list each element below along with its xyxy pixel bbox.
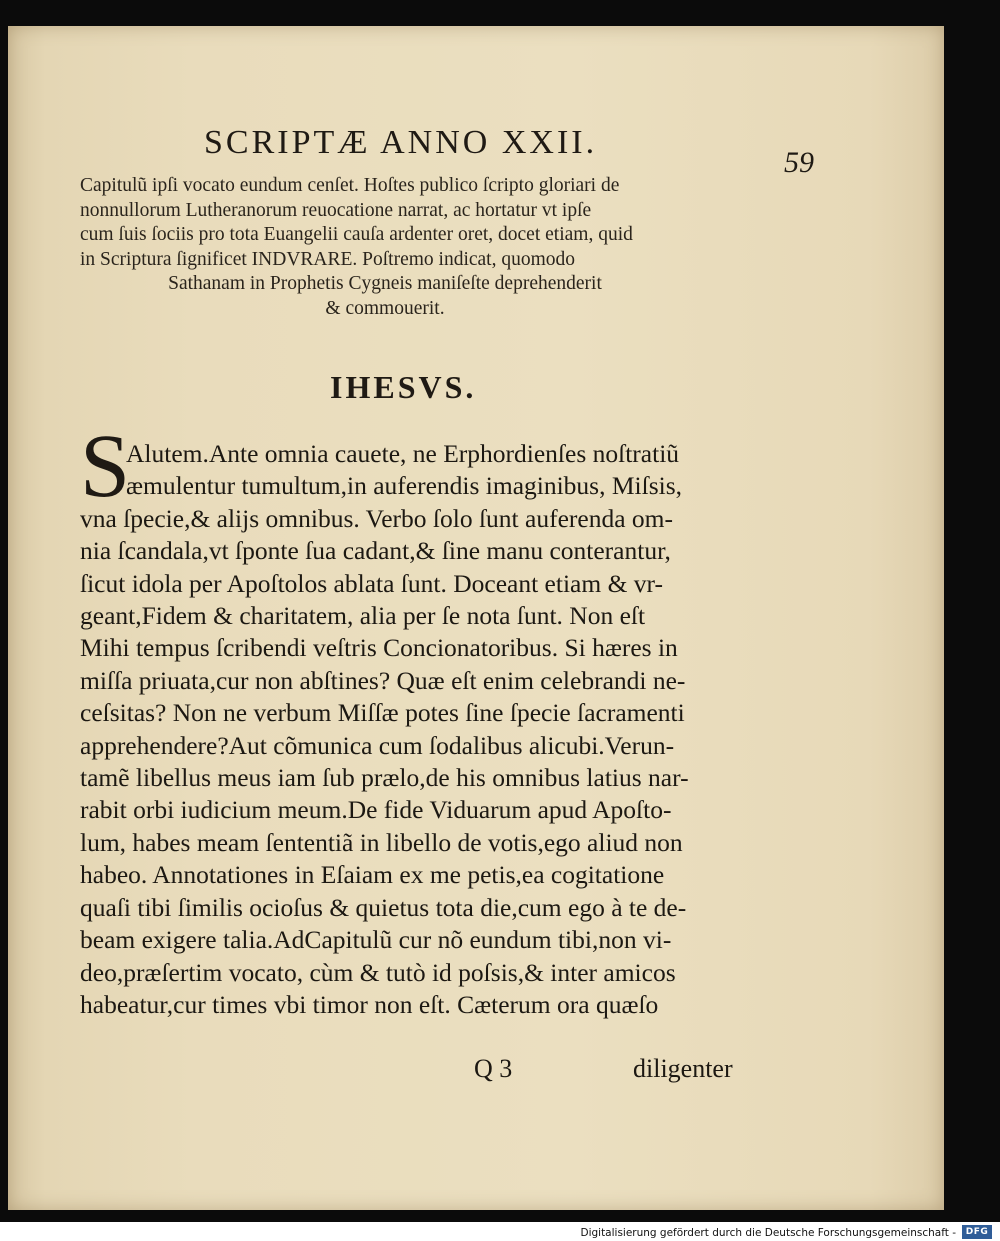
book-page: [8, 26, 944, 1210]
section-heading: IHESVS.: [330, 369, 477, 405]
summary-line: in Scriptura ſignificet INDVRARE. Poſtremo indicat, quomodo: [80, 248, 576, 270]
body-line: nia ſcandala,vt ſponte ſua cadant,& ſine manu conterantur,: [80, 536, 671, 566]
drop-cap: S: [80, 417, 131, 516]
body-line: tamẽ libellus meus iam ſub prælo,de his omnibus latius nar-: [80, 763, 689, 793]
body-line: Mihi tempus ſcribendi veſtris Concionatoribus. Si hæres in: [80, 633, 678, 663]
summary-line: Sathanam in Prophetis Cygneis maniſeſte deprehenderit: [168, 273, 602, 294]
chapter-summary: [80, 174, 760, 321]
body-line: apprehendere?Aut cõmunica cum ſodalibus alicubi.Verun-: [80, 730, 675, 760]
running-head: SCRIPTÆ ANNO XXII.: [204, 124, 598, 161]
signature-mark: Q 3: [474, 1054, 513, 1083]
summary-line: & commouerit.: [325, 297, 445, 319]
digitization-credit: Digitalisierung gefördert durch die Deutsche Forschungsgemeinschaft -: [580, 1227, 956, 1239]
body-line: beam exigere talia.AdCapitulũ cur nõ eundum tibi,non vi-: [80, 925, 672, 955]
body-line: æmulentur tumultum,in auferendis imaginibus, Miſsis,: [126, 471, 683, 501]
body-line: rabit orbi iudicium meum.De fide Viduarum apud Apoſto-: [80, 795, 672, 825]
body-line: deo,præſertim vocato, cùm & tutò id poſsis,& inter amicos: [80, 957, 676, 987]
summary-line: nonnullorum Lutheranorum reuocatione narrat, ac hortatur vt ipſe: [80, 199, 592, 221]
body-line: lum, habes meam ſententiã in libello de votis,ego aliud non: [80, 827, 683, 857]
body-line: miſſa priuata,cur non abſtines? Quæ eſt enim celebrandi ne-: [80, 665, 686, 695]
summary-line: Capitulũ ipſi vocato eundum cenſet. Hoſtes publico ſcripto gloriari de: [80, 175, 620, 196]
summary-line: cum ſuis ſociis pro tota Euangelii cauſa ardenter oret, docet etiam, quid: [80, 224, 633, 245]
body-line: ſicut idola per Apoſtolos ablata ſunt. Doceant etiam & vr-: [80, 568, 664, 598]
body-line: Alutem.Ante omnia cauete, ne Erphordienſes noſtratiũ: [126, 439, 680, 468]
catchword: diligenter: [633, 1054, 733, 1083]
page-number: 59: [784, 146, 814, 179]
body-line: habeo. Annotationes in Eſaiam ex me petis,ea cogitatione: [80, 860, 665, 890]
body-line: geant,Fidem & charitatem, alia per ſe nota ſunt. Non eſt: [80, 601, 646, 631]
body-line: quaſi tibi ſimilis ocioſus & quietus tota die,cum ego à te de-: [80, 892, 687, 922]
body-line: habeatur,cur times vbi timor non eſt. Cæterum ora quæſo: [80, 989, 659, 1019]
body-line: vna ſpecie,& alijs omnibus. Verbo ſolo ſunt auferenda om-: [80, 503, 673, 533]
body-text: [80, 438, 745, 1021]
dfg-logo: DFG: [962, 1225, 992, 1239]
body-line: ceſsitas? Non ne verbum Miſſæ potes ſine ſpecie ſacramenti: [80, 698, 685, 728]
